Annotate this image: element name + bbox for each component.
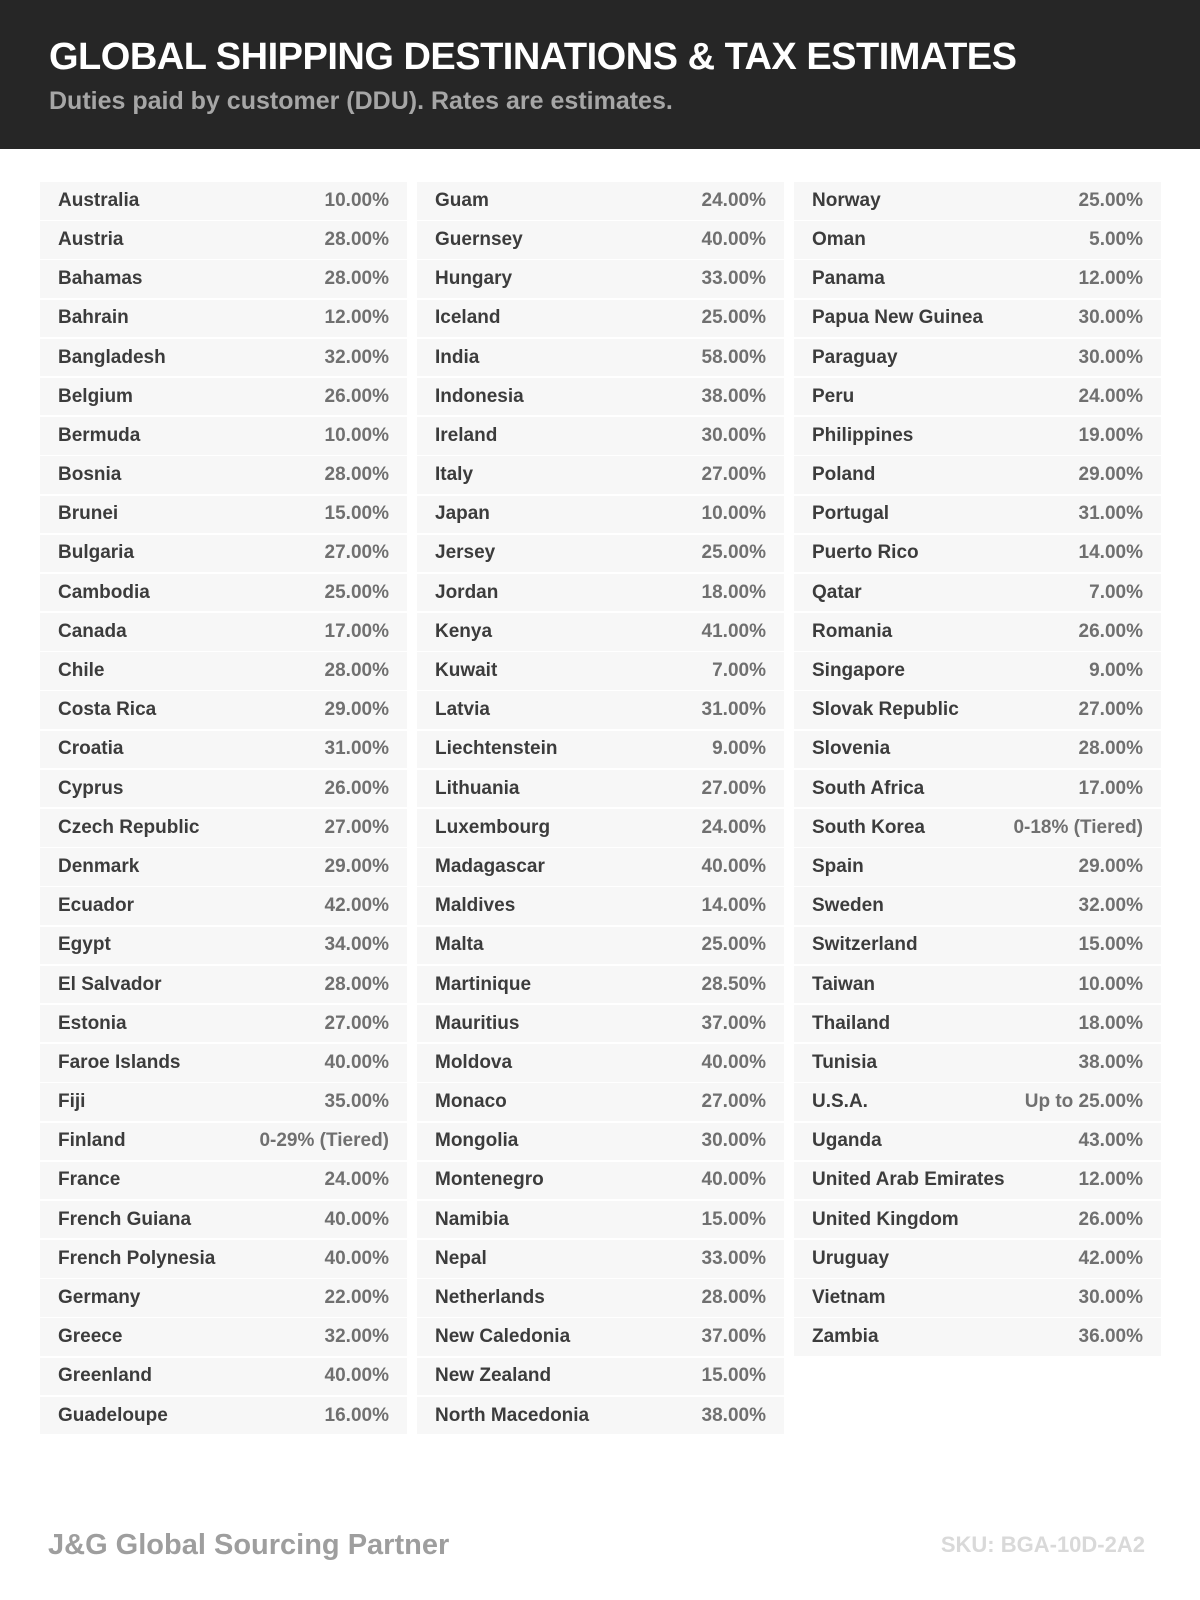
country-label: Madagascar bbox=[435, 855, 545, 877]
table-row bbox=[40, 848, 407, 886]
country-label: Fiji bbox=[58, 1091, 86, 1113]
rate-value: 31.00% bbox=[324, 738, 389, 760]
rate-value: 18.00% bbox=[701, 581, 766, 603]
page-footer bbox=[0, 1490, 1200, 1600]
rate-value: 15.00% bbox=[701, 1208, 766, 1230]
rate-value: 29.00% bbox=[324, 855, 389, 877]
rate-value: 31.00% bbox=[701, 699, 766, 721]
table-row bbox=[417, 927, 784, 965]
country-label: Moldova bbox=[435, 1051, 513, 1073]
country-label: Australia bbox=[58, 189, 140, 211]
rate-value: 10.00% bbox=[1078, 973, 1143, 995]
rate-value: 36.00% bbox=[1078, 1326, 1143, 1348]
table-row bbox=[794, 378, 1161, 416]
country-label: Bahamas bbox=[58, 268, 143, 290]
rates-column bbox=[417, 182, 784, 1436]
table-row bbox=[417, 1083, 784, 1121]
page-title: GLOBAL SHIPPING DESTINATIONS & TAX ESTIMATES bbox=[49, 36, 1017, 78]
rate-value: 25.00% bbox=[701, 934, 766, 956]
rate-value: 24.00% bbox=[324, 1169, 389, 1191]
country-label: Martinique bbox=[435, 973, 532, 995]
rate-value: 15.00% bbox=[1078, 934, 1143, 956]
rate-value: 37.00% bbox=[701, 1012, 766, 1034]
table-row bbox=[417, 1162, 784, 1200]
table-row bbox=[417, 1358, 784, 1396]
table-row bbox=[40, 1123, 407, 1161]
country-label: Latvia bbox=[435, 699, 490, 721]
rate-value: 40.00% bbox=[701, 1169, 766, 1191]
page-subtitle: Duties paid by customer (DDU). Rates are estimates. bbox=[49, 86, 673, 115]
rate-value: 16.00% bbox=[324, 1404, 389, 1426]
rate-value: 9.00% bbox=[1089, 660, 1143, 681]
country-label: Guernsey bbox=[435, 228, 523, 250]
country-label: Slovak Republic bbox=[812, 699, 959, 721]
rate-value: 14.00% bbox=[1078, 542, 1143, 564]
country-label: Sweden bbox=[812, 895, 884, 917]
country-label: Uruguay bbox=[812, 1247, 890, 1269]
table-row bbox=[40, 1397, 407, 1435]
table-row bbox=[794, 456, 1161, 494]
table-row bbox=[417, 809, 784, 847]
country-label: United Arab Emirates bbox=[812, 1169, 1005, 1191]
rate-value: 25.00% bbox=[324, 581, 389, 603]
table-row bbox=[794, 535, 1161, 573]
rate-value: 24.00% bbox=[701, 816, 766, 838]
table-row bbox=[794, 339, 1161, 377]
rate-value: 40.00% bbox=[701, 228, 766, 250]
rate-value: 19.00% bbox=[1078, 424, 1143, 446]
rate-value: 10.00% bbox=[324, 189, 389, 211]
country-label: Zambia bbox=[812, 1326, 879, 1348]
table-row bbox=[40, 613, 407, 651]
country-label: Ireland bbox=[435, 424, 498, 446]
country-label: Vietnam bbox=[812, 1287, 886, 1308]
country-label: Denmark bbox=[58, 855, 140, 877]
rate-value: 30.00% bbox=[701, 1130, 766, 1152]
rates-column bbox=[794, 182, 1161, 1436]
country-label: Brunei bbox=[58, 503, 119, 525]
country-label: Bermuda bbox=[58, 424, 141, 446]
country-label: Italy bbox=[435, 464, 474, 486]
table-row bbox=[40, 1005, 407, 1043]
rate-value: 40.00% bbox=[701, 855, 766, 877]
table-row bbox=[794, 848, 1161, 886]
country-label: French Polynesia bbox=[58, 1247, 216, 1269]
rate-value: 35.00% bbox=[324, 1091, 389, 1113]
table-row bbox=[417, 378, 784, 416]
rate-value: 26.00% bbox=[324, 777, 389, 799]
rate-value: 25.00% bbox=[701, 307, 766, 329]
country-label: Malta bbox=[435, 934, 484, 956]
table-row bbox=[794, 1318, 1161, 1356]
country-label: Paraguay bbox=[812, 346, 898, 368]
table-row bbox=[40, 221, 407, 259]
rate-value: 40.00% bbox=[324, 1365, 389, 1387]
rate-value: 15.00% bbox=[324, 503, 389, 525]
rate-value: 28.00% bbox=[324, 973, 389, 995]
table-row bbox=[794, 1044, 1161, 1082]
rate-value: Up to 25.00% bbox=[1024, 1091, 1143, 1113]
country-label: Croatia bbox=[58, 738, 124, 760]
country-label: Norway bbox=[812, 189, 881, 211]
country-label: United Kingdom bbox=[812, 1208, 959, 1230]
sku-label: SKU: BGA-10D-2A2 bbox=[940, 1532, 1145, 1557]
country-label: Luxembourg bbox=[435, 816, 551, 838]
country-label: Cambodia bbox=[58, 581, 150, 603]
table-row bbox=[417, 848, 784, 886]
country-label: Belgium bbox=[58, 385, 133, 407]
country-label: North Macedonia bbox=[435, 1404, 590, 1426]
rate-value: 31.00% bbox=[1078, 503, 1143, 525]
country-label: Portugal bbox=[812, 503, 890, 525]
rate-value: 12.00% bbox=[1078, 1169, 1143, 1191]
country-label: India bbox=[435, 346, 480, 368]
rate-value: 25.00% bbox=[701, 542, 766, 564]
table-row bbox=[417, 1044, 784, 1082]
rate-value: 32.00% bbox=[324, 346, 389, 368]
rate-value: 43.00% bbox=[1078, 1130, 1143, 1152]
table-row bbox=[417, 260, 784, 298]
country-label: Canada bbox=[58, 620, 127, 642]
rate-value: 27.00% bbox=[324, 542, 389, 564]
rate-value: 28.50% bbox=[701, 973, 766, 995]
rate-value: 30.00% bbox=[1078, 307, 1143, 329]
rate-value: 24.00% bbox=[701, 189, 766, 211]
table-row bbox=[417, 1123, 784, 1161]
table-row bbox=[794, 887, 1161, 925]
rate-value: 18.00% bbox=[1078, 1012, 1143, 1034]
country-label: Jersey bbox=[435, 542, 496, 564]
country-label: Estonia bbox=[58, 1012, 127, 1034]
table-row bbox=[417, 652, 784, 690]
country-label: Liechtenstein bbox=[435, 738, 558, 760]
country-label: Cyprus bbox=[58, 777, 124, 799]
country-label: New Zealand bbox=[435, 1365, 552, 1387]
page-header bbox=[0, 0, 1200, 149]
table-row bbox=[794, 300, 1161, 338]
table-row bbox=[40, 1240, 407, 1278]
table-row bbox=[794, 574, 1161, 612]
country-label: Namibia bbox=[435, 1208, 509, 1230]
country-label: Jordan bbox=[435, 581, 499, 603]
rate-value: 10.00% bbox=[324, 424, 389, 446]
country-label: Hungary bbox=[435, 268, 513, 290]
rate-value: 7.00% bbox=[712, 660, 766, 681]
rates-column bbox=[40, 182, 407, 1436]
country-label: Nepal bbox=[435, 1247, 487, 1269]
rate-value: 28.00% bbox=[324, 464, 389, 486]
rate-value: 33.00% bbox=[701, 268, 766, 290]
table-row bbox=[794, 691, 1161, 729]
table-row bbox=[417, 1279, 784, 1317]
rate-value: 14.00% bbox=[701, 895, 766, 917]
rate-value: 29.00% bbox=[1078, 855, 1143, 877]
table-row bbox=[794, 770, 1161, 808]
country-label: Switzerland bbox=[812, 934, 918, 956]
table-row bbox=[417, 731, 784, 769]
table-row bbox=[40, 300, 407, 338]
country-label: Czech Republic bbox=[58, 816, 200, 838]
table-row bbox=[417, 300, 784, 338]
table-row bbox=[417, 1005, 784, 1043]
table-row bbox=[794, 809, 1161, 847]
table-row bbox=[794, 1005, 1161, 1043]
rate-value: 41.00% bbox=[701, 620, 766, 642]
table-row bbox=[40, 378, 407, 416]
country-label: Mauritius bbox=[435, 1012, 520, 1034]
rate-value: 30.00% bbox=[1078, 1287, 1143, 1308]
country-label: Costa Rica bbox=[58, 699, 157, 721]
table-row bbox=[417, 339, 784, 377]
country-label: Lithuania bbox=[435, 777, 520, 799]
rate-value: 32.00% bbox=[324, 1326, 389, 1348]
country-label: South Korea bbox=[812, 816, 925, 838]
table-row bbox=[40, 260, 407, 298]
rate-value: 28.00% bbox=[324, 268, 389, 290]
rate-value: 40.00% bbox=[324, 1247, 389, 1269]
table-row bbox=[417, 221, 784, 259]
table-row bbox=[40, 574, 407, 612]
table-row bbox=[794, 417, 1161, 455]
country-label: Tunisia bbox=[812, 1051, 878, 1073]
rate-value: 34.00% bbox=[324, 934, 389, 956]
rate-value: 38.00% bbox=[701, 385, 766, 407]
country-label: U.S.A. bbox=[812, 1091, 868, 1113]
table-row bbox=[40, 1083, 407, 1121]
rate-value: 30.00% bbox=[1078, 346, 1143, 368]
country-label: Spain bbox=[812, 855, 864, 877]
table-row bbox=[40, 496, 407, 534]
rate-value: 42.00% bbox=[324, 895, 389, 917]
table-row bbox=[417, 417, 784, 455]
country-label: Faroe Islands bbox=[58, 1051, 181, 1073]
table-row bbox=[40, 1279, 407, 1317]
table-row bbox=[417, 496, 784, 534]
table-row bbox=[794, 1123, 1161, 1161]
rate-value: 15.00% bbox=[701, 1365, 766, 1387]
rate-value: 33.00% bbox=[701, 1247, 766, 1269]
country-label: Puerto Rico bbox=[812, 542, 919, 564]
table-row bbox=[794, 1083, 1161, 1121]
table-row bbox=[40, 691, 407, 729]
rate-value: 28.00% bbox=[701, 1287, 766, 1308]
country-label: Thailand bbox=[812, 1012, 891, 1034]
table-row bbox=[794, 496, 1161, 534]
table-row bbox=[794, 927, 1161, 965]
country-label: Philippines bbox=[812, 424, 914, 446]
country-label: Guam bbox=[435, 189, 489, 211]
table-row bbox=[40, 927, 407, 965]
country-label: Monaco bbox=[435, 1091, 507, 1113]
rate-value: 40.00% bbox=[324, 1208, 389, 1230]
country-label: Iceland bbox=[435, 307, 501, 329]
rate-value: 26.00% bbox=[1078, 620, 1143, 642]
country-label: Panama bbox=[812, 268, 885, 290]
country-label: Montenegro bbox=[435, 1169, 544, 1191]
table-row bbox=[794, 1162, 1161, 1200]
country-label: French Guiana bbox=[58, 1208, 192, 1230]
table-row bbox=[40, 339, 407, 377]
rate-value: 0-18% (Tiered) bbox=[1013, 816, 1143, 838]
table-row bbox=[40, 1201, 407, 1239]
table-row bbox=[417, 456, 784, 494]
table-row bbox=[417, 613, 784, 651]
rate-value: 38.00% bbox=[1078, 1051, 1143, 1073]
country-label: Germany bbox=[58, 1287, 141, 1308]
table-row bbox=[40, 1358, 407, 1396]
country-label: Bahrain bbox=[58, 307, 129, 329]
country-label: Egypt bbox=[58, 934, 111, 956]
rate-value: 28.00% bbox=[324, 660, 389, 681]
table-row bbox=[794, 613, 1161, 651]
table-row bbox=[417, 1397, 784, 1435]
table-row bbox=[417, 770, 784, 808]
rate-value: 28.00% bbox=[1078, 738, 1143, 760]
table-row bbox=[40, 182, 407, 220]
table-row bbox=[40, 887, 407, 925]
table-row bbox=[40, 652, 407, 690]
table-row bbox=[40, 966, 407, 1004]
table-row bbox=[40, 456, 407, 494]
country-label: Uganda bbox=[812, 1130, 882, 1152]
rate-value: 17.00% bbox=[1078, 777, 1143, 799]
country-label: Kuwait bbox=[435, 660, 498, 681]
rate-value: 0-29% (Tiered) bbox=[259, 1130, 389, 1152]
rate-value: 32.00% bbox=[1078, 895, 1143, 917]
rate-value: 12.00% bbox=[324, 307, 389, 329]
country-label: Greece bbox=[58, 1326, 123, 1348]
country-label: New Caledonia bbox=[435, 1326, 571, 1348]
country-label: Bulgaria bbox=[58, 542, 135, 564]
rate-value: 40.00% bbox=[701, 1051, 766, 1073]
rate-value: 40.00% bbox=[324, 1051, 389, 1073]
table-row bbox=[40, 1318, 407, 1356]
table-row bbox=[40, 1044, 407, 1082]
table-row bbox=[417, 691, 784, 729]
country-label: Papua New Guinea bbox=[812, 307, 984, 329]
table-row bbox=[417, 182, 784, 220]
rate-value: 26.00% bbox=[324, 385, 389, 407]
rate-value: 24.00% bbox=[1078, 385, 1143, 407]
country-label: Kenya bbox=[435, 620, 493, 642]
table-row bbox=[794, 221, 1161, 259]
country-label: Bangladesh bbox=[58, 346, 166, 368]
rate-value: 17.00% bbox=[324, 620, 389, 642]
rate-value: 5.00% bbox=[1089, 228, 1143, 250]
country-label: Taiwan bbox=[812, 973, 875, 995]
country-label: Maldives bbox=[435, 895, 516, 917]
table-row bbox=[417, 966, 784, 1004]
table-row bbox=[794, 260, 1161, 298]
table-row bbox=[794, 966, 1161, 1004]
table-row bbox=[40, 809, 407, 847]
country-label: Austria bbox=[58, 228, 124, 250]
country-label: Japan bbox=[435, 503, 490, 525]
table-row bbox=[417, 1240, 784, 1278]
country-label: Ecuador bbox=[58, 895, 135, 917]
country-label: Indonesia bbox=[435, 385, 524, 407]
rate-value: 27.00% bbox=[324, 1012, 389, 1034]
table-row bbox=[417, 574, 784, 612]
country-label: Mongolia bbox=[435, 1130, 519, 1152]
rate-value: 27.00% bbox=[701, 777, 766, 799]
table-row bbox=[794, 1201, 1161, 1239]
table-row bbox=[40, 1162, 407, 1200]
table-row bbox=[794, 1240, 1161, 1278]
table-row bbox=[794, 1279, 1161, 1317]
table-row bbox=[417, 1318, 784, 1356]
rate-value: 25.00% bbox=[1078, 189, 1143, 211]
table-row bbox=[417, 1201, 784, 1239]
rate-value: 27.00% bbox=[324, 816, 389, 838]
country-label: Guadeloupe bbox=[58, 1404, 168, 1426]
table-row bbox=[794, 731, 1161, 769]
rate-value: 9.00% bbox=[712, 738, 766, 760]
country-label: El Salvador bbox=[58, 973, 162, 995]
rate-value: 12.00% bbox=[1078, 268, 1143, 290]
country-label: France bbox=[58, 1169, 121, 1191]
table-row bbox=[417, 887, 784, 925]
country-label: Finland bbox=[58, 1130, 126, 1152]
rate-value: 27.00% bbox=[701, 464, 766, 486]
rate-value: 37.00% bbox=[701, 1326, 766, 1348]
table-row bbox=[417, 535, 784, 573]
country-label: Romania bbox=[812, 620, 893, 642]
country-label: Slovenia bbox=[812, 738, 891, 760]
country-label: Chile bbox=[58, 660, 105, 681]
table-row bbox=[40, 417, 407, 455]
rate-value: 42.00% bbox=[1078, 1247, 1143, 1269]
rate-value: 7.00% bbox=[1089, 581, 1143, 603]
rates-table bbox=[0, 182, 1200, 1436]
table-row bbox=[40, 770, 407, 808]
country-label: South Africa bbox=[812, 777, 925, 799]
table-row bbox=[794, 182, 1161, 220]
country-label: Bosnia bbox=[58, 464, 122, 486]
country-label: Oman bbox=[812, 228, 866, 250]
rate-value: 29.00% bbox=[324, 699, 389, 721]
rate-value: 27.00% bbox=[701, 1091, 766, 1113]
rate-value: 26.00% bbox=[1078, 1208, 1143, 1230]
rate-value: 22.00% bbox=[324, 1287, 389, 1308]
country-label: Netherlands bbox=[435, 1287, 545, 1308]
rate-value: 29.00% bbox=[1078, 464, 1143, 486]
rate-value: 58.00% bbox=[701, 346, 766, 368]
rate-value: 30.00% bbox=[701, 424, 766, 446]
table-row bbox=[794, 652, 1161, 690]
country-label: Singapore bbox=[812, 660, 905, 681]
rate-value: 38.00% bbox=[701, 1404, 766, 1426]
rate-value: 10.00% bbox=[701, 503, 766, 525]
country-label: Peru bbox=[812, 385, 855, 407]
brand-name: J&G Global Sourcing Partner bbox=[48, 1528, 450, 1561]
rate-value: 28.00% bbox=[324, 228, 389, 250]
country-label: Greenland bbox=[58, 1365, 152, 1387]
country-label: Poland bbox=[812, 464, 876, 486]
table-row bbox=[40, 731, 407, 769]
country-label: Qatar bbox=[812, 581, 862, 603]
table-row bbox=[40, 535, 407, 573]
rate-value: 27.00% bbox=[1078, 699, 1143, 721]
